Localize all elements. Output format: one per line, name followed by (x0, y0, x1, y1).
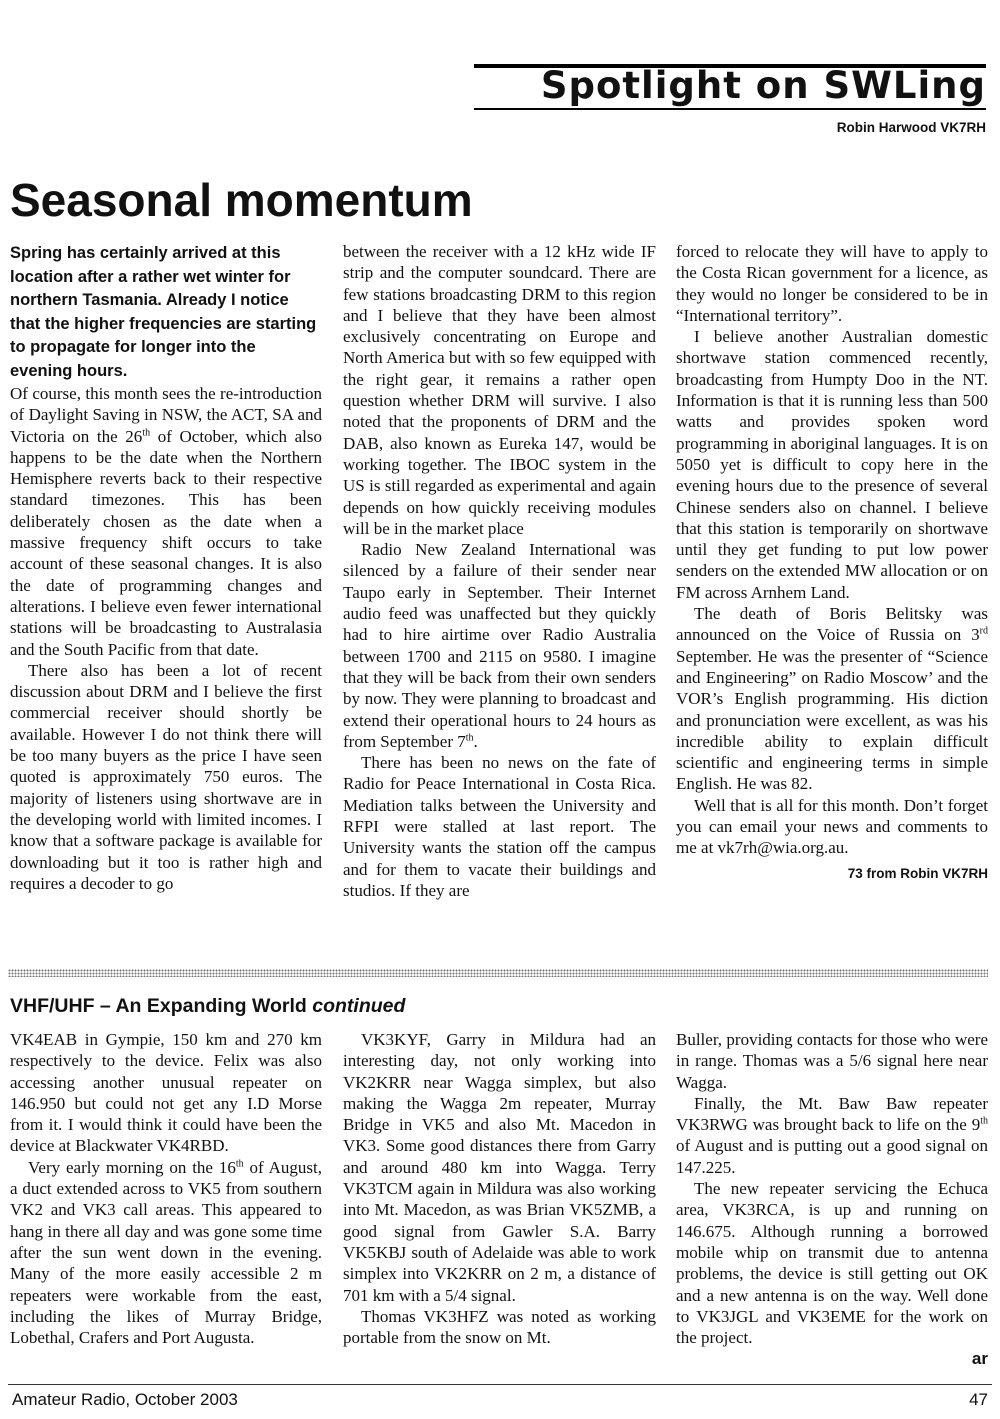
article-paragraph: between the receiver with a 12 kHz wide IF strip and the computer soundcard. There are few stations broadcasting DRM to this region and I believe that they have been almost exclusively concentrating on Europe and North America but with so few equipped with the right gear, it remains a rather open question whether DRM will survive. I also noted that the proponents of DRM and the DAB, also known as Eureka 147, would be working together. The IBOC system in the US is still regarded as experimental and again depends on how quickly receiving modules will be in the market place (343, 242, 656, 538)
article-column-1 (10, 242, 322, 894)
vhf-column-1 (10, 1029, 322, 1348)
vhf-paragraph: The new repeater servicing the Echuca area, VK3RCA, is up and running on 146.675. Although running a borrowed mobile whip on transmit due to antenna problems, the device is still getting out OK and a new antenna is on the way. Well done to VK3JGL and VK3EME for the work on the project. (676, 1179, 988, 1348)
vhf-paragraph: VK3KYF, Garry in Mildura had an interesting day, not only working into VK2KRR near Wagga simplex, but also making the Wagga 2m repeater, Murray Bridge in VK5 and also Mt. Macedon in VK3. Some good distances there from Garry and around 480 km into Wagga. Terry VK3TCM again in Mildura was also working into Mt. Macedon, as was Brian VK5ZMB, a good signal from Gawler S.A. Barry VK5KBJ south of Adelaide was able to work simplex into VK2KRR on 2 m, a distance of 701 km with a 5/4 signal. (343, 1030, 656, 1305)
article-paragraph: There has been no news on the fate of Radio for Peace International in Costa Rica. Mediation talks between the University and RFPI were stalled at last report. The University wants the station off the campus and for them to vacate their buildings and studios. If they are (343, 753, 656, 900)
page-number: 47 (969, 1390, 988, 1409)
article-paragraph: forced to relocate they will have to apply to the Costa Rican government for a licence, as they would no longer be considered to be in “International territory”. (676, 242, 988, 325)
section-title-underline (474, 108, 986, 110)
section-divider (8, 969, 988, 977)
author-byline: Robin Harwood VK7RH (836, 120, 986, 135)
article-paragraph: There also has been a lot of recent discussion about DRM and I believe the first commercial receiver should shortly be available. However I do not think there will be too many buyers as the price I have seen quoted is approximately 750 euros. The majority of listeners using shortwave are in the developing world with limited incomes. I know that a software package is available for downloading but it too is rather high and requires a decoder to go (10, 660, 322, 893)
vhf-paragraph: Very early morning on the 16th of August, a duct extended across to VK5 from southern VK2 and VK3 call areas. This appeared to hang in there all day and was gone some time after the sun went down in the evening. Many of the more easily accessible 2 m repeaters were workable from the east, including the likes of Murray Bridge, Lobethal, Crafers and Port Augusta. (10, 1157, 322, 1348)
vhf-column-2 (343, 1029, 656, 1348)
article-lead: Spring has certainly arrived at this location after a rather wet winter for northern Tasmania. Already I notice that the higher frequencies are starting to propagate for longer into the evening hours. (10, 244, 317, 380)
article-paragraph: Of course, this month sees the re-introduction of Daylight Saving in NSW, the ACT, SA and Victoria on the 26th of October, which also happens to be the date when the Northern Hemisphere reverts back to their respective standard timezones. This has been deliberately chosen as the date when a massive frequency shift occurs to take account of these seasonal changes. It is also the date of programming changes and alterations. I believe even fewer international stations will be broadcasting to Australasia and the South Pacific from that date. (10, 384, 322, 659)
vhf-paragraph: VK4EAB in Gympie, 150 km and 270 km respectively to the device. Felix was also accessing another unusual repeater on 146.950 but could not get any I.D Morse from it. I would think it could have been the device at Blackwater VK4RBD. (10, 1030, 322, 1156)
article-column-3 (676, 241, 988, 884)
article-paragraph: Radio New Zealand International was silenced by a failure of their sender near Taupo early in September. Their Internet audio feed was unaffected but they quickly had to hire airtime over Radio Australia between 1700 and 2115 on 9580. I imagine that they will be back from their own senders by now. They were planning to broadcast and extend their operational hours to 24 hours as from September 7th. (343, 540, 656, 751)
vhf-paragraph: Finally, the Mt. Baw Baw repeater VK3RWG was brought back to life on the 9th of August and is putting out a good signal on 147.225. (676, 1093, 988, 1177)
article-headline: Seasonal momentum (10, 174, 473, 226)
vhf-paragraph: Buller, providing contacts for those who were in range. Thomas was a 5/6 signal here near Wagga. (676, 1030, 988, 1092)
vhf-heading (10, 993, 405, 1019)
article-signoff: 73 from Robin VK7RH (847, 865, 988, 881)
footer-rule (8, 1384, 992, 1385)
end-mark: ar (971, 1349, 988, 1369)
article-paragraph: I believe another Australian domestic shortwave station commenced recently, broadcasting from Humpty Doo in the NT. Information is that it is running less than 500 watts and provides spoken word programming in aboriginal languages. It is on 5050 yet is difficult to copy here in the evening hours due to the presence of several Chinese senders also on channel. I believe that this station is temporarily on shortwave until they get funding to put low power senders on the extended MW allocation or on FM across Arnhem Land. (676, 327, 988, 602)
vhf-column-3 (676, 1029, 988, 1370)
vhf-paragraph: Thomas VK3HFZ was noted as working portable from the snow on Mt. (343, 1306, 656, 1348)
section-title: Spotlight on SWLing (540, 64, 986, 107)
vhf-heading-continued: continued (312, 995, 406, 1017)
vhf-heading-main: VHF/UHF – An Expanding World (10, 995, 313, 1017)
article-paragraph: The death of Boris Belitsky was announced on the Voice of Russia on 3rd September. He was the presenter of “Science and Engineering” on Radio Moscow’ and the VOR’s English programming. His diction and pronunciation were excellent, as was his incredible ability to explain difficult scientific and engineering terms in simple English. He was 82. (676, 604, 988, 794)
footer-publication: Amateur Radio, October 2003 (12, 1390, 238, 1409)
article-column-2 (343, 241, 656, 901)
article-paragraph: Well that is all for this month. Don’t forget you can email your news and comments to me at vk7rh@wia.org.au. (676, 795, 988, 858)
